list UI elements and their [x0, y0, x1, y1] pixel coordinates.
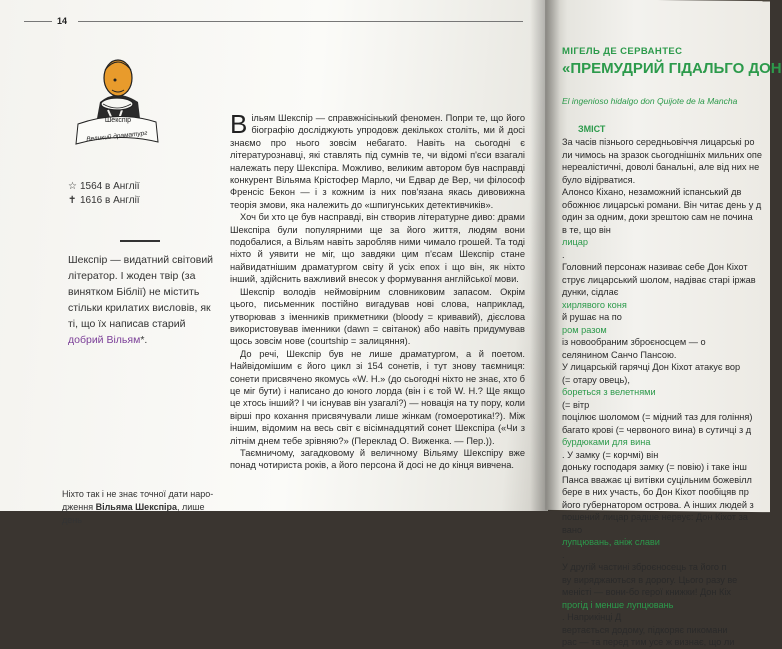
drop-cap: В: [230, 109, 248, 139]
summary-line: Головний персонаж називає себе Дон Кіхот: [562, 262, 748, 272]
summary-line: було відірватися.: [562, 174, 636, 185]
summary-line: Панса вважає ці витівки суцільним божевілл: [562, 474, 752, 485]
paragraph-2: Хоч би хто це був насправді, він створив літературне диво: драми Шекспіра були популярними ще за його життя, людям вони подобалися, а Вільям навіть заробляв ними чимало грошей. Та тоді ніхто й уявити не міг, що завдяки цим п'єсам Шекспір стане найвидатнішим драматургом світу й усіх епох і що він, як ніхто інший, здійснить важливий внесок у формування англійської мови.: [230, 212, 525, 285]
section-heading: ЗМІСТ: [578, 124, 606, 134]
footnote-name: Вільяма Шекспіра: [95, 502, 178, 512]
summary-line: селянином Санчо Пансою.: [562, 349, 677, 360]
summary-line: ли чимось на зразок сьогоднішніх мильних опе: [562, 149, 762, 160]
summary-line: доньку господаря замку (= повію) і таке інш: [562, 462, 747, 472]
life-dates: [68, 180, 140, 208]
summary-line: ву виряджаються в дорогу. Цього разу ве: [562, 574, 738, 585]
summary-line: обожнює лицарські романи. Він читає день у д: [562, 199, 762, 210]
emblem-name: Шекспір: [104, 117, 132, 124]
summary-line: [562, 374, 772, 412]
footnote-line-2a: дження: [62, 502, 96, 512]
summary-line: [562, 324, 772, 349]
quote-text: Шекспір — видатний світовий літератор. І жоден твір (за винятком Біблії) не містить стільки крилатих висловів, як ті, що їх написав старий: [68, 254, 214, 330]
emblem-ribbon: Великий драматург: [85, 129, 148, 144]
summary-line: бере в них участь, бо Дон Кіхот пообіцяв пр: [562, 487, 749, 497]
book-title: «ПРЕМУДРИЙ ГІДАЛЬГО ДОН: [562, 60, 782, 77]
author-name: МІГЕЛЬ ДЕ СЕРВАНТЕС: [562, 46, 683, 57]
summary-line: нереалістичні, доволі банальні, але від них не: [562, 162, 760, 172]
highlight: бореться з велетнями: [562, 387, 656, 397]
text: дунки, сідлає: [562, 287, 619, 297]
quote-rule: [120, 240, 160, 242]
highlight: хирлявого коня: [562, 299, 627, 310]
summary-line: один за одним, доки зрештою сам не почина: [562, 212, 753, 222]
summary-line: [562, 224, 772, 262]
summary-line: [562, 286, 772, 324]
summary-line: За часів пізнього середньовіччя лицарські ро: [562, 137, 755, 147]
summary-line: [562, 436, 772, 461]
summary-line: [562, 524, 772, 562]
text: в те, що він: [562, 224, 611, 235]
page-number: 14: [57, 16, 68, 26]
quote-highlight: добрий Вільям: [68, 334, 141, 346]
footnote-line-1: Ніхто так і не знає точної дати наро-: [62, 489, 214, 499]
highlight: лицар: [562, 237, 588, 247]
star-icon: ☆: [68, 181, 77, 192]
paragraph-1-text: ільям Шекспір — справжнісінький феномен. Попри те, що його біографію досліджують упродовж декількох століть, ми й досі знаємо про нього зовсім небагато. Навіть на сьогодні є літературознавці, які ставлять під сумнів те, чи відомі п'єси взагалі належать перу Шекспіра. Можливо, великим автором був насправді конкурент Вільяма Крістофер Марло, чи Едвар де Вер, чи філософ Френсіс Бекон — і з кожним із них пов'язана якась дивовижна теорія змови, яка належить до «шпигунських детективчиків».: [230, 113, 525, 210]
article-body: [230, 109, 525, 472]
text: (= отару овець),: [562, 374, 630, 385]
cross-icon: ✝: [68, 195, 77, 206]
summary-line: вертається додому, підкоряє пикомани: [562, 624, 728, 635]
born-text: 1564 в Англії: [80, 181, 140, 192]
summary-line: його губернатором острова. А інших людей з: [562, 499, 754, 510]
text: (= вітр: [562, 399, 590, 410]
died-text: 1616 в Англії: [80, 195, 140, 206]
summary-line: струє лицарський шолом, надіває старі іржав: [562, 274, 756, 285]
summary-line: У другій частині зброєносець та його п: [562, 562, 727, 572]
died-row: [68, 194, 140, 208]
text: . У замку (= корчмі) він: [562, 449, 659, 460]
header-rule: [78, 21, 523, 22]
text: .: [562, 549, 565, 560]
footnote-line-2b: , лише день: [62, 502, 205, 525]
summary-line: Алонсо Кіхано, незаможний іспанський дв: [562, 187, 742, 197]
summary-line: поцілює шоломом (= мідний таз для гоління): [562, 412, 753, 422]
shakespeare-emblem: [72, 40, 162, 155]
highlight: ром разом: [562, 324, 607, 335]
text: й рушає на по: [562, 312, 622, 322]
born-row: [68, 180, 140, 194]
summary-line: пошений лицар радше нервує: Дон Кіхот за: [562, 512, 748, 522]
summary-text: [562, 136, 772, 649]
book-subtitle: El ingenioso hidalgo don Quijote de la Mancha: [562, 96, 738, 106]
summary-line: меністі — вони-бо герої книжки! Дон Кіх: [562, 587, 732, 597]
summary-line: У лицарській гарячці Дон Кіхот атакує вор: [562, 362, 741, 372]
summary-line: рас — та перед тим усе ж визнає, що ли: [562, 637, 735, 647]
highlight: лупцювань, аніж слави: [562, 537, 660, 547]
quote-end: *.: [140, 334, 148, 346]
summary-line: багато крові (= червоного вина) в сутичці з д: [562, 424, 752, 435]
text: .: [562, 249, 565, 260]
text: . Наприкінці Д: [562, 612, 622, 622]
text: вано: [562, 524, 583, 535]
paragraph-5: Таємничому, загадковому й величному Вільяму Шекспіру вже понад чотириста років, а його персона й досі не до кінця вивчена.: [230, 447, 525, 471]
highlight: прогід і менше лупцювань: [562, 599, 674, 610]
paragraph-4: До речі, Шекспір був не лише драматургом, а й поетом. Найвідомішим є його цикл зі 154 сонетів, і тут знову таємниця: сонети присвячено якомусь «W. H.» (до сьогодні ніхто не знає, хто б це міг бути) і написано до юного лорда (він і є той W. H.? Ще якщо це хтось інший? І чи існував він узагалі?) — новація на ту пору, коли вірші про кохання присвячували лише жінкам (гомоеротика!?). Між іншим, відомим на весь світ є вісімнадцятий сонет Шекспіра («Чи з літнім днем тебе зрівняю?» (Переклад О. Виженка. — Пер.)).: [230, 348, 525, 446]
summary-line: [562, 599, 772, 624]
highlight: бурдюками для вина: [562, 437, 651, 447]
header-rule-left: [24, 21, 52, 22]
paragraph-3: Шекспір володів неймовірним словниковим запасом. Окрім цього, письменник постійно вигадував нові слова, наприклад, утворював з іменників прикметники (bloody = кривавий), дієслова використовував іменники (dawn = світанок) або навіть придумував щось зовсім нове (courtship = залицяння).: [230, 286, 525, 347]
text: із новообраним зброєносцем — о: [562, 337, 706, 347]
paragraph-1: [230, 109, 525, 211]
footnote: [62, 488, 222, 527]
side-quote: [68, 252, 218, 348]
book-gutter: [530, 0, 560, 511]
